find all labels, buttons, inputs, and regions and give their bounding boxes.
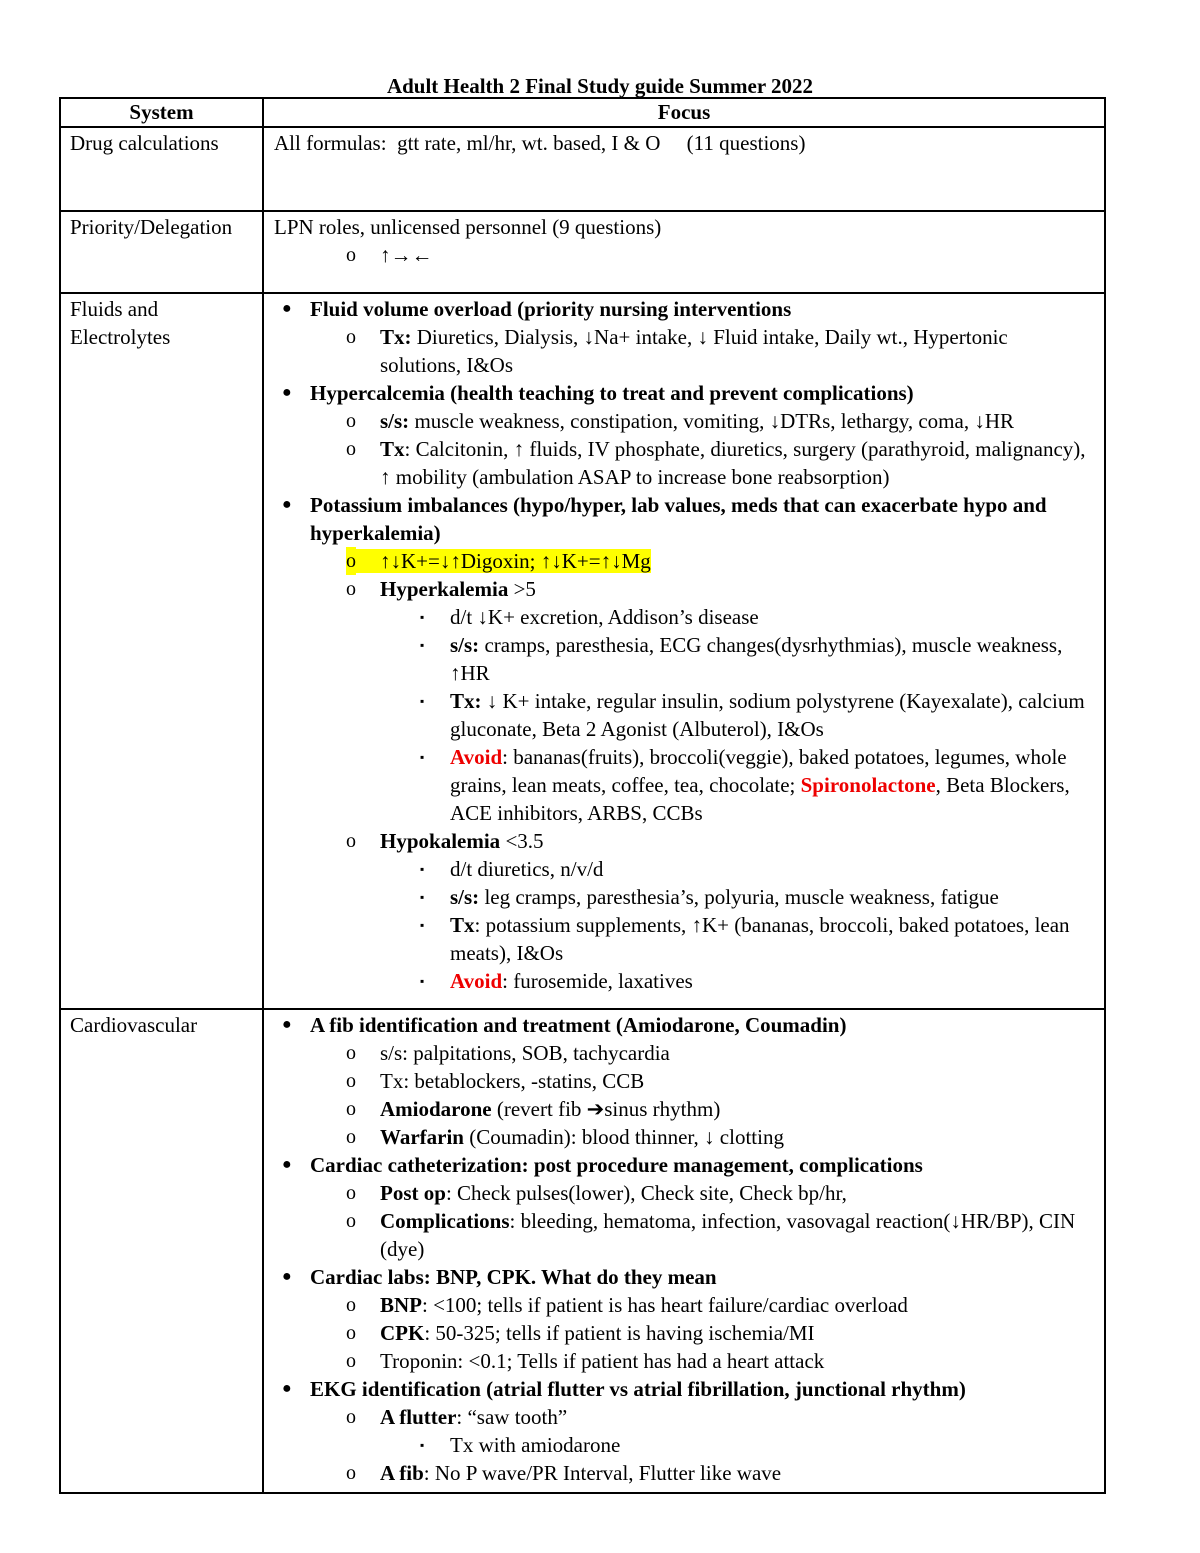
row-cardiovascular bbox=[60, 1009, 1105, 1493]
focus-text: LPN roles, unlicensed personnel (9 questions) bbox=[274, 215, 662, 239]
row-priority-delegation bbox=[60, 211, 1105, 293]
list-item: o ↑→← bbox=[346, 243, 433, 267]
circle-marker: o bbox=[346, 1098, 356, 1120]
study-guide-table bbox=[59, 97, 1106, 1494]
system-cell: Drug calculations bbox=[60, 127, 263, 211]
circle-marker: o bbox=[346, 1322, 356, 1344]
list-item: o Tx: Calcitonin, ↑ fluids, IV phosphate, diuretics, surgery (parathyroid, malignancy), ↑ mobility (ambulation ASAP to increase bone reabsorption) bbox=[346, 437, 1086, 489]
list-item: ● EKG identification (atrial flutter vs atrial fibrillation, junctional rhythm) bbox=[282, 1377, 966, 1401]
circle-marker: o bbox=[346, 326, 356, 348]
list-item: ▪ Tx: ↓ K+ intake, regular insulin, sodium polystyrene (Kayexalate), calcium gluconate, Beta 2 Agonist (Albuterol), I&Os bbox=[420, 689, 1085, 741]
list-item: ▪ d/t diuretics, n/v/d bbox=[420, 857, 604, 881]
circle-marker: o bbox=[346, 1070, 356, 1092]
circle-marker: o bbox=[346, 1406, 356, 1428]
list-item: o Warfarin (Coumadin): blood thinner, ↓ clotting bbox=[346, 1125, 784, 1149]
list-item: ● Cardiac labs: BNP, CPK. What do they mean bbox=[282, 1265, 717, 1289]
row-drug-calculations bbox=[60, 127, 1105, 211]
focus-cell bbox=[263, 1009, 1105, 1493]
square-marker: ▪ bbox=[420, 974, 425, 988]
list-item: o Troponin: <0.1; Tells if patient has had a heart attack bbox=[346, 1349, 825, 1373]
list-item: o s/s: muscle weakness, constipation, vomiting, ↓DTRs, lethargy, coma, ↓HR bbox=[346, 409, 1015, 433]
circle-marker: o bbox=[346, 438, 356, 460]
circle-marker: o bbox=[346, 1350, 356, 1372]
list-item: o A flutter: “saw tooth” bbox=[346, 1405, 568, 1429]
list-item: ▪ Tx: potassium supplements, ↑K+ (bananas, broccoli, baked potatoes, lean meats), I&Os bbox=[420, 913, 1070, 965]
square-marker: ▪ bbox=[420, 918, 425, 932]
header-focus: Focus bbox=[263, 98, 1105, 127]
highlighted-text: ↑↓K+=↓↑Digoxin; ↑↓K+=↑↓Mg bbox=[346, 549, 651, 573]
circle-marker: o bbox=[346, 830, 356, 852]
list-item: o s/s: palpitations, SOB, tachycardia bbox=[346, 1041, 670, 1065]
circle-marker: o bbox=[346, 410, 356, 432]
focus-cell bbox=[263, 127, 1105, 211]
bullet-marker: ● bbox=[282, 1156, 292, 1173]
list-item: ▪ s/s: leg cramps, paresthesia’s, polyuria, muscle weakness, fatigue bbox=[420, 885, 999, 909]
circle-marker: o bbox=[346, 547, 356, 575]
bullet-marker: ● bbox=[282, 1380, 292, 1397]
square-marker: ▪ bbox=[420, 638, 425, 652]
bullet-marker: ● bbox=[282, 300, 292, 317]
list-item: o Complications: bleeding, hematoma, infection, vasovagal reaction(↓HR/BP), CIN (dye) bbox=[346, 1209, 1076, 1261]
square-marker: ▪ bbox=[420, 750, 425, 764]
list-item: ▪ s/s: cramps, paresthesia, ECG changes(dysrhythmias), muscle weakness, ↑HR bbox=[420, 633, 1063, 685]
list-item: o Amiodarone (revert fib ➔sinus rhythm) bbox=[346, 1097, 721, 1121]
page-title: Adult Health 2 Final Study guide Summer 2022 bbox=[386, 74, 814, 98]
circle-marker: o bbox=[346, 1182, 356, 1204]
list-item: o Hyperkalemia >5 bbox=[346, 577, 536, 601]
circle-marker: o bbox=[346, 1126, 356, 1148]
circle-marker: o bbox=[346, 1462, 356, 1484]
square-marker: ▪ bbox=[420, 694, 425, 708]
square-marker: ▪ bbox=[420, 1438, 425, 1452]
list-item: ● A fib identification and treatment (Amiodarone, Coumadin) bbox=[282, 1013, 847, 1037]
circle-marker: o bbox=[346, 1210, 356, 1232]
header-system: System bbox=[60, 98, 263, 127]
bullet-marker: ● bbox=[282, 496, 292, 513]
bullet-marker: ● bbox=[282, 1016, 292, 1033]
square-marker: ▪ bbox=[420, 890, 425, 904]
header-row bbox=[60, 98, 1105, 127]
square-marker: ▪ bbox=[420, 610, 425, 624]
circle-marker: o bbox=[346, 1294, 356, 1316]
system-cell: Cardiovascular bbox=[60, 1009, 263, 1493]
row-fluids-electrolytes bbox=[60, 293, 1105, 1009]
bullet-marker: ● bbox=[282, 1268, 292, 1285]
focus-cell bbox=[263, 211, 1105, 293]
list-item: o Tx: Diuretics, Dialysis, ↓Na+ intake, ↓ Fluid intake, Daily wt., Hypertonic solutions, I&Os bbox=[346, 325, 1008, 377]
square-marker: ▪ bbox=[420, 862, 425, 876]
list-item: ▪ Avoid: bananas(fruits), broccoli(veggie), baked potatoes, legumes, whole grains, lean meats, coffee, tea, chocolate; Spironolactone, Beta Blockers, ACE inhibitors, ARBS, CCBs bbox=[420, 745, 1070, 825]
list-item bbox=[274, 547, 1094, 575]
list-item: o Tx: betablockers, -statins, CCB bbox=[346, 1069, 645, 1093]
list-item: o BNP: <100; tells if patient is has heart failure/cardiac overload bbox=[346, 1293, 908, 1317]
focus-text: All formulas: gtt rate, ml/hr, wt. based, I & O (11 questions) bbox=[274, 131, 806, 155]
list-item: ● Hypercalcemia (health teaching to treat and prevent complications) bbox=[282, 381, 914, 405]
list-item: ● Cardiac catheterization: post procedure management, complications bbox=[282, 1153, 923, 1177]
circle-marker: o bbox=[346, 578, 356, 600]
circle-marker: o bbox=[346, 244, 356, 266]
system-cell bbox=[60, 211, 263, 293]
list-item: ● Potassium imbalances (hypo/hyper, lab values, meds that can exacerbate hypo and hyperkalemia) bbox=[282, 493, 1047, 545]
list-item: ▪ d/t ↓K+ excretion, Addison’s disease bbox=[420, 605, 759, 629]
list-item: o Hypokalemia <3.5 bbox=[346, 829, 544, 853]
circle-marker: o bbox=[346, 1042, 356, 1064]
bullet-marker: ● bbox=[282, 384, 292, 401]
list-item: ▪ Tx with amiodarone bbox=[420, 1433, 621, 1457]
system-label: Fluids and Electrolytes bbox=[70, 297, 171, 349]
list-item: ▪ Avoid: furosemide, laxatives bbox=[420, 969, 693, 993]
list-item: o A fib: No P wave/PR Interval, Flutter like wave bbox=[346, 1461, 782, 1485]
focus-cell bbox=[263, 293, 1105, 1009]
system-label: Priority/Delegation bbox=[70, 215, 233, 239]
system-cell bbox=[60, 293, 263, 1009]
list-item: ● Fluid volume overload (priority nursing interventions bbox=[282, 297, 792, 321]
list-item: o CPK: 50-325; tells if patient is having ischemia/MI bbox=[346, 1321, 815, 1345]
list-item: o Post op: Check pulses(lower), Check site, Check bp/hr, bbox=[346, 1181, 847, 1205]
